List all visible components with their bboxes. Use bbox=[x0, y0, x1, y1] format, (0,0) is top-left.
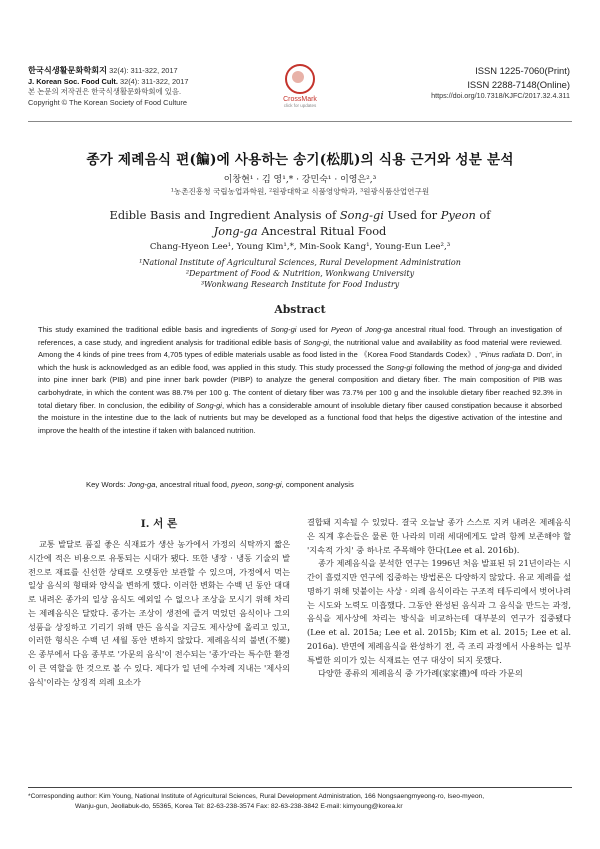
keywords: Key Words: Jong-ga, ancestral ritual food, pyeon, song-gi, component analysis bbox=[86, 480, 354, 489]
abstract-heading: Abstract bbox=[274, 303, 326, 316]
journal-issue-en: 32(4): 311-322, 2017 bbox=[120, 76, 189, 86]
issn-print: ISSN 1225-7060(Print) bbox=[475, 65, 570, 76]
footnote-line-1: *Corresponding author: Kim Young, National Institute of Agricultural Sciences, Rural Development Administration, 166 Nongsaengmyeong-ro, Iseo-myeon, bbox=[28, 793, 485, 800]
copyright-en: Copyright © The Korean Society of Food Culture bbox=[28, 97, 187, 107]
journal-name-en: J. Korean Soc. Food Cult. bbox=[28, 76, 118, 86]
affiliations-en bbox=[28, 257, 572, 290]
paragraph: 교통 발달로 품질 좋은 식재료가 생산 농가에서 가정의 식탁까지 짧은 시간에 적은 비용으로 유통되는 시대가 됐다. 또한 냉장 · 냉동 기술의 발전으로 재료를 신선한 상태로 오랫동안 보관할 수 있으며, 가정에서 먹는 일상 음식의 형태와 양식을 변하게 했다. 이러한 변화는 수백 년 동안 대대로 내려온 종가의 일상 음식도 예외일 수 없으나 조상을 모시기 위해 차리는 제례음식은 달랐다. 종가는 조상이 생전에 즐겨 먹었던 음식이나 그의 성품을 상징하고 기리기 위해 만든 음식을 지금도 제사상에 올리고 있고, 이러한 형식은 수백 년 세월 동안 변하지 않았다. 제례음식의 불변(不變)은 종부에서 다음 종부로 '가문의 음식'이 전수되는 '종가'라는 특수한 환경이 큰 역할을 한 것으로 볼 수 있다. 제다가 일 년에 수차례 지내는 '제사의 음식'이라는 상징적 의례 요소가 bbox=[28, 539, 290, 687]
affiliation-2: ²Department of Food & Nutrition, Wonkwang University bbox=[185, 269, 415, 278]
crossmark-sub: click for updates bbox=[283, 103, 317, 108]
body-column-left bbox=[28, 538, 290, 689]
header-divider bbox=[28, 121, 572, 122]
body-column-right bbox=[307, 516, 571, 681]
footnote-line-2: Wanju-gun, Jeollabuk-do, 55365, Korea Tel: 82-63-238-3574 Fax: 82-63-238-3842 E-mail: kimyoung@korea.kr bbox=[75, 803, 403, 811]
title-kr: 종가 제례음식 편(䭏)에 사용하는 송기(松肌)의 식용 근거와 성분 분석 bbox=[86, 152, 514, 168]
affiliation-1: ¹National Institute of Agricultural Sciences, Rural Development Administration bbox=[139, 258, 461, 267]
doi-link[interactable]: https://doi.org/10.7318/KJFC/2017.32.4.311 bbox=[431, 91, 570, 100]
footnote-divider bbox=[28, 787, 572, 788]
crossmark-icon bbox=[285, 64, 315, 94]
authors-en: Chang-Hyeon Lee¹, Young Kim¹,*, Min-Sook Kang¹, Young-Eun Lee²,³ bbox=[149, 242, 451, 252]
section-title-introduction: I. 서 론 bbox=[140, 518, 178, 530]
corresponding-author-footnote bbox=[28, 792, 572, 812]
title-en: Edible Basis and Ingredient Analysis of Song-gi Used for Pyeon of Jong-ga Ancestral Ritual Food bbox=[109, 208, 491, 238]
abstract-body: This study examined the traditional edible basis and ingredients of Song-gi used for Pyeon of Jong-ga ancestral ritual food. Through an investigation of references, a case study, and ingredient analysis for traditional edible basis of Song-gi, the nutritional value and availability as food material were reviewed. Among the 4 kinds of pine trees from 4,705 types of edible materials usable as food listed in the 《Korea Food Standards Codex》, 'Pinus radiata D. Don', in which the husk is acknowledged as an edible food, was applied in this study. This study processed the Song-gi following the method of jong-ga and divided into pine inner bark (PIB) and pine inner bark powder (PIBP) to analyze the general composition and dietary fiber. The main composition of PIB was carbohydrate, in which the content was 88.7% per 100 g. The content of dietary fiber was 73.7% per 100 g and the insoluble dietary fiber reached 92.3% in total dietary fiber. In conclusion, the edibility of Song-gi, which has a considerable amount of insoluble dietary fiber caused constipation because it absorbed the moisture in the intestine due to the lack of nutrients but may be developed as a functional food that helps the digestive activation of the intestine and improve the health of the intestine if taken with balanced nutrition. bbox=[38, 325, 562, 435]
journal-name-kr: 한국식생활문화학회지 bbox=[28, 66, 108, 75]
paragraph: 결합돼 지속될 수 있었다. 결국 오늘날 종가 스스로 지켜 내려온 제례음식은 직계 후손들은 물론 한 나라의 미래 세대에게도 알려 함께 보존해야 할 '지속적 가치' 중 하나로 주목해야 한다(Lee et al. 2016b). bbox=[307, 517, 571, 555]
authors-kr: 이창현¹ · 김 영¹,* · 강민숙¹ · 이영은²,³ bbox=[223, 175, 377, 185]
issn-block bbox=[431, 64, 570, 101]
journal-issue-kr: 32(4): 311-322, 2017 bbox=[109, 66, 178, 75]
keywords-label: Key Words: bbox=[86, 480, 126, 489]
affiliation-3: ³Wonkwang Research Institute for Food Industry bbox=[200, 280, 400, 289]
crossmark-badge[interactable] bbox=[276, 64, 324, 108]
paragraph: 종가 제례음식을 분석한 연구는 1996년 처음 발표된 뒤 21년이라는 시간이 흘렀지만 연구에 집중하는 방법론은 다양하지 않았다. 유교 제례를 설명하기 위해 덧붙이는 사상 · 의례 음식이라는 구조적 테두리에서 벗어나려는 시도와 노력도 미흡했다. 그동안 완성된 음식과 그 음식을 만드는 과정, 음식을 제사상에 차리는 방식을 비교하는데 대부분의 연구가 집중됐다(Lee et al. 2015a; Lee et al. 2015b; Kim et al. 2015; Lee et al. 2016a). 반면에 제례음식을 완성하기 전, 즉 조리 과정에서 사용하는 일부 특별한 의미가 있는 식재료는 연구 대상이 되지 못했다. bbox=[307, 558, 571, 665]
copyright-kr: 본 논문의 저작권은 한국식생활문화학회에 있음. bbox=[28, 87, 182, 97]
journal-header bbox=[28, 66, 188, 108]
paragraph: 다양한 종류의 제례음식 중 가가례(家家禮)에 따라 가문의 bbox=[318, 668, 523, 679]
crossmark-label: CrossMark bbox=[283, 96, 317, 103]
affiliations-kr: ¹농촌진흥청 국립농업과학원, ²원광대학교 식품영양학과, ³원광식품산업연구원 bbox=[170, 187, 430, 196]
issn-online: ISSN 2288-7148(Online) bbox=[467, 78, 570, 90]
